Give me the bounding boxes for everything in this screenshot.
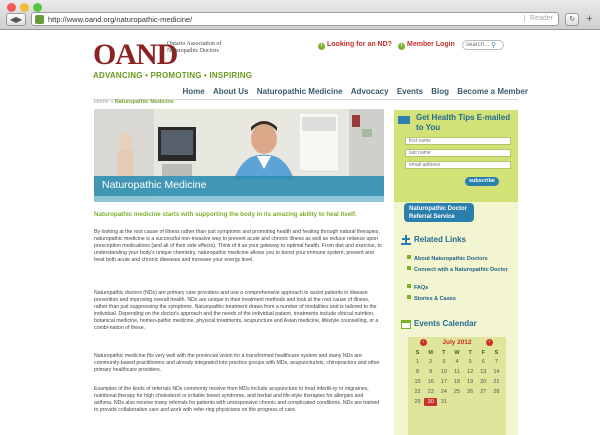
first-name-field[interactable] bbox=[405, 137, 511, 145]
bullet-icon bbox=[407, 295, 411, 299]
chevron-right-icon[interactable]: › bbox=[486, 339, 493, 346]
calendar-month: July 2012 bbox=[442, 339, 472, 346]
envelope-icon bbox=[398, 116, 410, 124]
breadcrumb bbox=[94, 99, 174, 105]
calendar-day[interactable]: 5 bbox=[468, 359, 472, 365]
zoom-window-icon[interactable] bbox=[33, 3, 42, 12]
nav-become-a-member[interactable]: Become a Member bbox=[457, 87, 528, 96]
calendar-dow: M bbox=[428, 350, 433, 356]
calendar-day[interactable]: 2 bbox=[429, 359, 433, 365]
hero-title: Naturopathic Medicine bbox=[102, 179, 207, 191]
paragraph-2: Naturopathic doctors (NDs) are primary care providers and use a comprehensive approach to assist patients in disease prevention and improving overall health. NDs are unique in their treatment methods and look at the root cause of illness, rather than just suppressing the symptoms. Naturopathic treatment draws from a number of modalities and is tailored to the individual. Depending on the doctor's approach and the needs of the individual patient, treatments include clinical nutrition, botanical medicine, homeo-pathic medicine, physical treatments, acupuncture and Asian medicine, lifestyle counselling, or a combi-nation of these. bbox=[94, 290, 379, 331]
logo-subtitle: Ontario Association of Naturopathic Doctors bbox=[167, 41, 222, 54]
calendar-day[interactable]: 9 bbox=[429, 369, 433, 375]
bullet-icon bbox=[407, 255, 411, 259]
calendar-grid bbox=[411, 350, 503, 406]
related-link-faqs[interactable]: FAQs bbox=[407, 284, 512, 292]
new-tab-icon[interactable]: + bbox=[586, 13, 593, 25]
calendar-dow: T bbox=[442, 350, 446, 356]
hero-title-bar bbox=[94, 176, 384, 196]
minimize-window-icon[interactable] bbox=[20, 3, 29, 12]
breadcrumb-separator: » bbox=[110, 99, 114, 105]
calendar-day[interactable]: 11 bbox=[454, 369, 460, 375]
oand-logo[interactable] bbox=[93, 38, 253, 82]
intro-text: Naturopathic medicine starts with supporting the body in its amazing ability to heal itself. bbox=[94, 211, 357, 218]
calendar-day[interactable]: 20 bbox=[480, 379, 487, 385]
calendar-dow: F bbox=[481, 350, 485, 356]
member-login-link[interactable]: › Member Login bbox=[398, 41, 455, 50]
calendar-day[interactable]: 7 bbox=[494, 359, 498, 365]
main-nav bbox=[176, 87, 528, 96]
paragraph-1: By looking at the root cause of illness rather than just symptoms and promoting health and healing through natural therapies, naturopathic medicine is a successful non-invasive way to prevent acute and chronic illness as well as reduce reliance upon prescription medications (and all of their side effects). Think of it as your gateway to optimal health. From diet and exercise, to understanding your body's unique chemistry, naturopathic medicine allows you to boost your immune system, prevent and treat both acute and chronic diseases and increase your energy level. bbox=[94, 229, 382, 263]
hero-banner bbox=[94, 109, 384, 202]
link-tree-icon bbox=[401, 235, 411, 245]
calendar-day[interactable]: 3 bbox=[442, 359, 446, 365]
url-text: http://www.oand.org/naturopathic-medicine/ bbox=[48, 15, 193, 24]
nav-events[interactable]: Events bbox=[396, 87, 424, 96]
address-bar[interactable] bbox=[31, 12, 559, 26]
calendar-day[interactable]: 15 bbox=[414, 379, 421, 385]
calendar-day[interactable]: 28 bbox=[493, 389, 500, 395]
calendar-day[interactable]: 16 bbox=[427, 379, 434, 385]
favicon-icon bbox=[35, 15, 44, 24]
calendar-dow: S bbox=[494, 350, 499, 356]
bullet-icon bbox=[407, 284, 411, 288]
back-forward-icon[interactable]: ◀▶ bbox=[6, 13, 26, 26]
related-link-connect[interactable]: Connect with a Naturopathic Doctor bbox=[407, 266, 512, 274]
close-window-icon[interactable] bbox=[7, 3, 16, 12]
calendar-day[interactable]: 14 bbox=[493, 369, 500, 375]
breadcrumb-home[interactable]: Home bbox=[94, 99, 109, 105]
bullet-icon bbox=[407, 266, 411, 270]
paragraph-3: Naturopathic medicine fits very well with the provincial vision for a transformed healthcare system and many NDs are community-based practitioners and already integrated into practice groups with MDs, acupuncturists, chiropractors and other primary healthcare providers. bbox=[94, 353, 380, 373]
calendar-dow: W bbox=[454, 350, 460, 356]
logo-tagline: ADVANCING • PROMOTING • INSPIRING bbox=[93, 71, 253, 80]
reader-button[interactable]: Reader bbox=[524, 15, 553, 22]
breadcrumb-current: Naturopathic Medicine bbox=[114, 99, 174, 105]
events-calendar-title: Events Calendar bbox=[414, 319, 477, 328]
calendar-day[interactable]: 1 bbox=[416, 359, 420, 365]
calendar-day[interactable]: 18 bbox=[453, 379, 461, 385]
referral-service-button[interactable]: Naturopathic Doctor Referral Service bbox=[404, 203, 474, 222]
calendar-day[interactable]: 19 bbox=[467, 379, 474, 385]
calendar-day[interactable]: 6 bbox=[481, 359, 485, 365]
search-input[interactable] bbox=[462, 40, 504, 50]
calendar-day[interactable]: 26 bbox=[467, 389, 474, 395]
calendar-day[interactable]: 21 bbox=[493, 379, 500, 385]
nav-home[interactable]: Home bbox=[182, 87, 205, 96]
calendar-day[interactable]: 27 bbox=[480, 389, 487, 395]
calendar-dow: T bbox=[468, 350, 472, 356]
refresh-icon[interactable]: ↻ bbox=[565, 13, 579, 26]
nav-naturopathic-medicine[interactable]: Naturopathic Medicine bbox=[256, 87, 343, 96]
calendar-day[interactable]: 25 bbox=[453, 389, 461, 395]
nav-advocacy[interactable]: Advocacy bbox=[350, 87, 389, 96]
calendar-day[interactable]: 30 bbox=[424, 398, 437, 406]
logo-wordmark: OAND bbox=[93, 38, 178, 71]
looking-for-nd-link[interactable]: › Looking for an ND? bbox=[318, 41, 392, 50]
chevron-left-icon[interactable]: ‹ bbox=[420, 339, 427, 346]
email-field[interactable] bbox=[405, 161, 511, 169]
calendar-day[interactable]: 8 bbox=[416, 369, 420, 375]
calendar-day[interactable]: 4 bbox=[455, 359, 459, 365]
arrow-right-icon: › bbox=[318, 43, 325, 50]
newsletter-panel bbox=[394, 110, 518, 202]
events-calendar bbox=[408, 337, 506, 435]
calendar-dow: S bbox=[415, 350, 420, 356]
related-links-title: Related Links bbox=[414, 235, 467, 244]
nav-blog[interactable]: Blog bbox=[431, 87, 450, 96]
related-link-stories[interactable]: Stories & Cases bbox=[407, 295, 512, 303]
paragraph-4: Examples of the kinds of referrals NDs commonly receive from MDs include acupuncture to treat infertili-ty or migraines, nutritional therapy for high cholesterol or irritable bowel syndrome, and herbal and life-style therapies for allergies and asthma. NDs also receive many referrals for patients with unresponsive chronic and complicated conditions. NDs are trained to provide collaborative care and work with refer-ring physicians on the progress of care. bbox=[94, 386, 380, 413]
calendar-day[interactable]: 24 bbox=[440, 389, 447, 395]
browser-chrome bbox=[0, 0, 600, 30]
calendar-icon bbox=[401, 319, 411, 329]
calendar-day[interactable]: 10 bbox=[440, 369, 447, 375]
calendar-day[interactable]: 23 bbox=[427, 389, 434, 395]
calendar-day[interactable]: 17 bbox=[440, 379, 447, 385]
newsletter-title: Get Health Tips E-mailed to You bbox=[416, 113, 511, 132]
hero-accent-strip bbox=[94, 196, 384, 202]
last-name-field[interactable] bbox=[405, 149, 511, 157]
search-icon[interactable]: ⚲ bbox=[491, 42, 497, 49]
calendar-day[interactable]: 22 bbox=[414, 389, 421, 395]
arrow-right-icon: › bbox=[398, 43, 405, 50]
calendar-day[interactable]: 29 bbox=[414, 399, 421, 405]
related-link-about[interactable]: About Naturopathic Doctors bbox=[407, 255, 512, 263]
subscribe-button[interactable]: subscribe bbox=[465, 177, 499, 186]
calendar-day[interactable]: 13 bbox=[480, 369, 487, 375]
calendar-day[interactable]: 12 bbox=[467, 369, 474, 375]
sidebar bbox=[394, 202, 518, 435]
nav-about-us[interactable]: About Us bbox=[212, 87, 249, 96]
calendar-day[interactable]: 31 bbox=[440, 399, 447, 405]
